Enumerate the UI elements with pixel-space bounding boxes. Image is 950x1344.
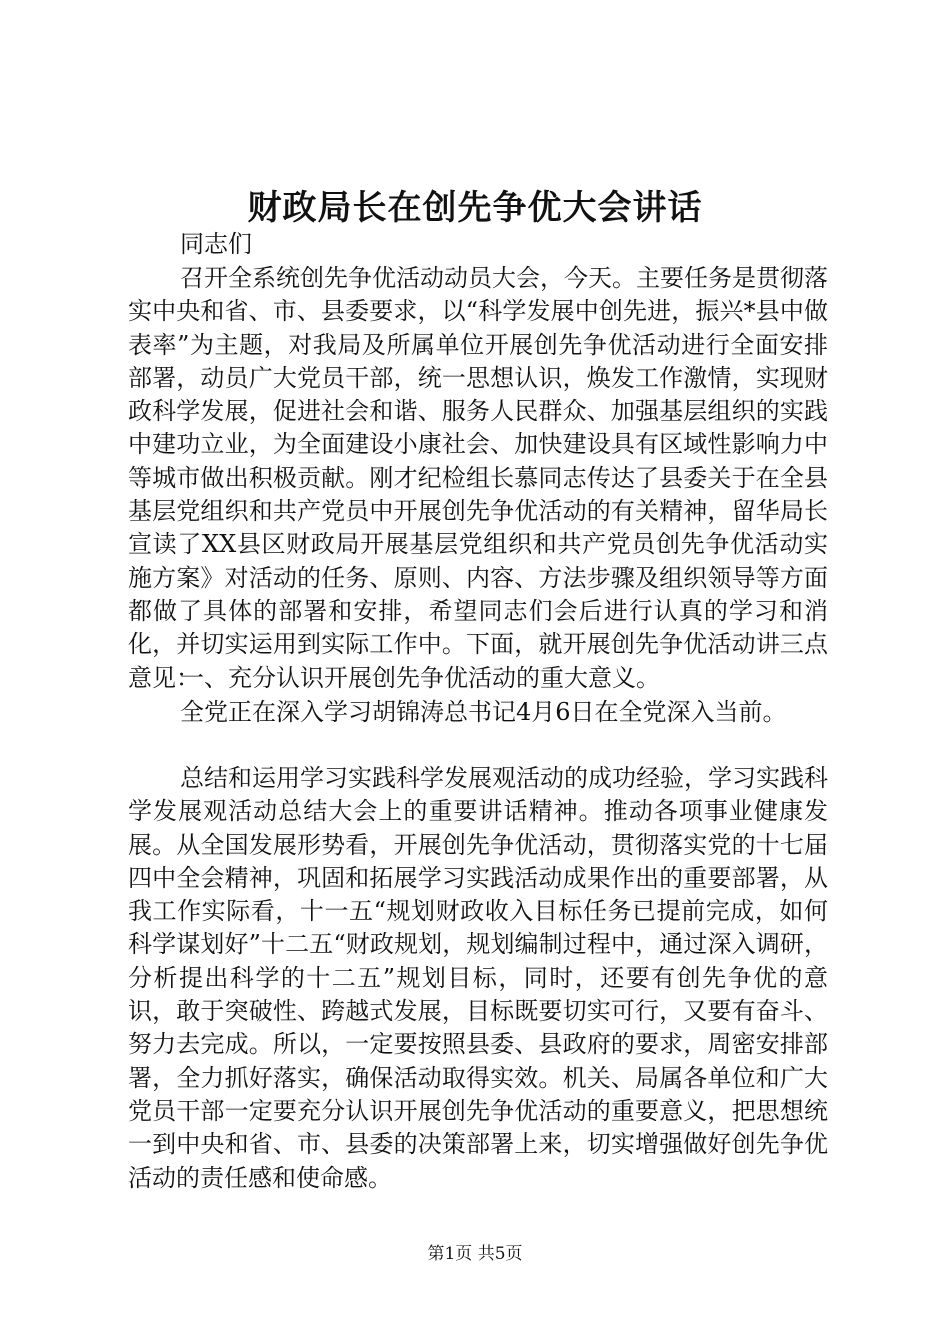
page-number: 第1页 共5页 <box>427 1244 523 1264</box>
salutation: 同志们 <box>180 230 252 258</box>
document-title: 财政局长在创先争优大会讲话 <box>247 188 703 228</box>
paragraph-summary: 总结和运用学习实践科学发展观活动的成功经验，学习实践科学发展观活动总结大会上的重要讲话精神。推动各项事业健康发展。从全国发展形势看，开展创先争优活动，贯彻落实党的十七届四中全会精神，巩固和拓展学习实践活动成果作出的重要部署，从我工作实际看，十一五“规划财政收入目标任务已提前完成，如何科学谋划好”十二五“财政规划，规划编制过程中，通过深入调研，分析提出科学的十二五”规划目标，同时，还要有创先争优的意识，敢于突破性、跨越式发展，目标既要切实可行，又要有奋斗、努力去完成。所以，一定要按照县委、县政府的要求，周密安排部署，全力抓好落实，确保活动取得实效。机关、局属各单位和广大党员干部一定要充分认识开展创先争优活动的重要意义，把思想统一到中央和省、市、县委的决策部署上来，切实增强做好创先争优活动的责任感和使命感。 <box>128 764 828 1192</box>
paragraph-study: 全党正在深入学习胡锦涛总书记4月6日在全党深入当前。 <box>180 698 787 726</box>
section-heading-1: 一、充分认识开展创先争优活动的重大意义。 <box>180 664 660 692</box>
paragraph-opening: 召开全系统创先争优活动动员大会，今天。主要任务是贯彻落实中央和省、市、县委要求，以“科学发展中创先进，振兴*县中做表率”为主题，对我局及所属单位开展创先争优活动进行全面安排部署，动员广大党员干部，统一思想认识，焕发工作激情，实现财政科学发展，促进社会和谐、服务人民群众、加强基层组织的实践中建功立业，为全面建设小康社会、加快建设具有区域性影响力中等城市做出积极贡献。刚才纪检组长慕同志传达了县委关于在全县基层党组织和共产党员中开展创先争优活动的有关精神，留华局长宣读了XX县区财政局开展基层党组织和共产党员创先争优活动实施方案》对活动的任务、原则、内容、方法步骤及组织领导等方面都做了具体的部署和安排，希望同志们会后进行认真的学习和消化，并切实运用到实际工作中。下面，就开展创先争优活动讲三点意见： <box>128 264 828 692</box>
